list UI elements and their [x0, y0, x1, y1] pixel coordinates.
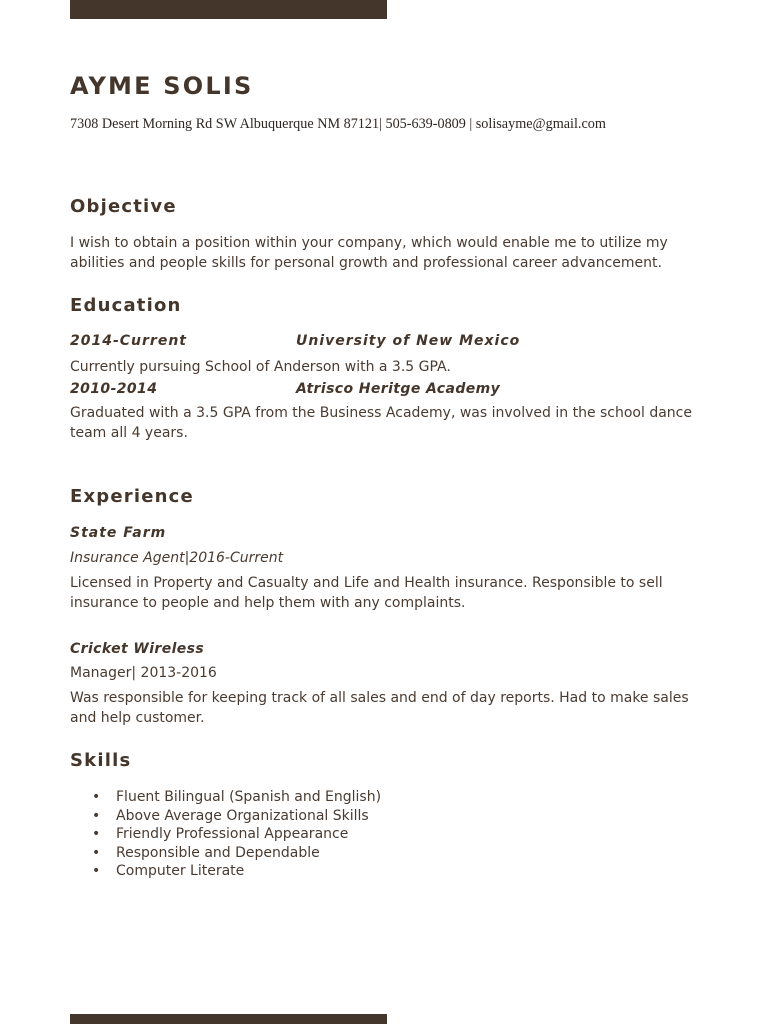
- experience-heading: Experience: [70, 486, 194, 507]
- objective-heading: Objective: [70, 196, 177, 217]
- experience-text: Licensed in Property and Casualty and Life and Health insurance. Responsible to sell insurance to people and help them with any complaints.: [70, 575, 663, 611]
- experience-company: Cricket Wireless: [70, 641, 205, 657]
- footer-bar: [70, 1014, 387, 1024]
- bullet-icon: •: [92, 789, 101, 805]
- skill-label: Computer Literate: [116, 863, 245, 880]
- education-heading: Education: [70, 295, 182, 316]
- skills-list-item: [70, 788, 381, 807]
- skills-list-item: [70, 807, 381, 826]
- education-years: 2014-Current: [70, 333, 187, 349]
- education-text: Currently pursuing School of Anderson with a 3.5 GPA.: [70, 359, 451, 375]
- resume-name: AYME SOLIS: [70, 72, 254, 100]
- skills-list-item: [70, 844, 381, 863]
- objective-text: I wish to obtain a position within your company, which would enable me to utilize my abilities and people skills for personal growth and professional career advancement.: [70, 235, 668, 271]
- education-school: University of New Mexico: [296, 333, 521, 349]
- skill-label: Above Average Organizational Skills: [116, 807, 369, 824]
- bullet-icon: •: [92, 844, 101, 861]
- contact-line: 7308 Desert Morning Rd SW Albuquerque NM 87121| 505-639-0809 | solisayme@gmail.com: [70, 116, 606, 132]
- education-years: 2010-2014: [70, 381, 158, 397]
- bullet-icon: •: [92, 826, 101, 843]
- experience-role: Manager| 2013-2016: [70, 665, 217, 681]
- experience-role: Insurance Agent|2016-Current: [70, 550, 284, 566]
- skill-label: Responsible and Dependable: [116, 844, 320, 861]
- bullet-icon: •: [92, 807, 101, 824]
- education-text: Graduated with a 3.5 GPA from the Business Academy, was involved in the school dance team all 4 years.: [70, 405, 692, 441]
- skills-list-item: [70, 825, 381, 844]
- skills-heading: Skills: [70, 750, 132, 771]
- header-bar: [70, 0, 387, 19]
- skill-label: Friendly Professional Appearance: [116, 826, 349, 843]
- skills-list-item: [70, 862, 381, 881]
- experience-text: Was responsible for keeping track of all sales and end of day reports. Had to make sales and help customer.: [70, 690, 689, 726]
- skill-label: Fluent Bilingual (Spanish and English): [116, 789, 382, 805]
- experience-company: State Farm: [70, 525, 167, 541]
- bullet-icon: •: [92, 863, 101, 880]
- skills-list: [70, 788, 381, 881]
- education-school: Atrisco Heritge Academy: [296, 381, 501, 397]
